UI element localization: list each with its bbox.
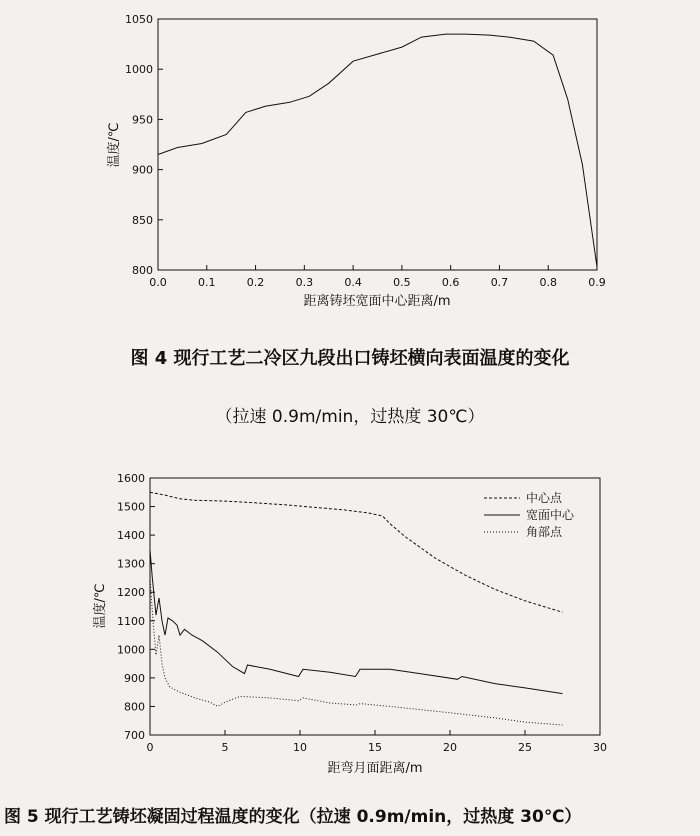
y-tick-label: 1300: [117, 557, 145, 571]
x-tick-label: 30: [593, 741, 607, 754]
y-tick-label: 950: [132, 113, 153, 127]
y-tick-label: 1000: [125, 63, 153, 77]
y-tick-label: 1500: [117, 500, 145, 514]
legend-label-corner-point: 角部点: [526, 525, 563, 539]
x-tick-label: 0.0: [149, 276, 167, 289]
figure4-y-ticks: [125, 13, 163, 277]
figure4-series: [158, 34, 597, 267]
figure5-x-ticks: [147, 730, 608, 754]
figure4-x-ticks: [149, 265, 606, 289]
figure5-x-axis-label: 距弯月面距离/m: [327, 761, 423, 776]
y-tick-label: 800: [132, 264, 153, 277]
x-tick-label: 0.7: [490, 276, 509, 289]
y-tick-label: 1100: [117, 614, 145, 628]
figure4-subcaption: （拉速 0.9m/min，过热度 30℃）: [215, 407, 485, 427]
x-tick-label: 0.4: [344, 276, 362, 289]
y-tick-label: 700: [124, 729, 145, 742]
x-tick-label: 0.5: [393, 276, 411, 289]
y-tick-label: 800: [124, 700, 145, 714]
figure5-y-axis-label: 温度/℃: [93, 583, 108, 629]
x-tick-label: 0.6: [441, 276, 460, 289]
x-tick-label: 20: [443, 741, 457, 754]
x-tick-label: 25: [518, 741, 532, 754]
figure5-caption: 图 5 现行工艺铸坯凝固过程温度的变化（拉速 0.9m/min，过热度 30℃）: [4, 807, 582, 827]
figure4-x-axis-label: 距离铸坯宽面中心距离/m: [303, 294, 451, 309]
x-tick-label: 15: [368, 741, 382, 754]
x-tick-label: 0.8: [539, 276, 557, 289]
figure4-chart: [0, 0, 700, 340]
figure5-series: [150, 492, 563, 725]
y-tick-label: 1200: [117, 586, 145, 600]
y-tick-label: 1050: [125, 13, 153, 26]
series-line-0: [158, 34, 597, 267]
legend-label-center-point: 中心点: [526, 491, 563, 505]
y-tick-label: 1000: [117, 643, 145, 657]
figure4-plot-frame: [158, 19, 597, 270]
series-line-1: [150, 549, 563, 693]
y-tick-label: 850: [132, 213, 153, 227]
x-tick-label: 0.1: [198, 276, 216, 289]
y-tick-label: 1600: [117, 472, 145, 485]
x-tick-label: 0.2: [246, 276, 265, 289]
figure4-caption: 图 4 现行工艺二冷区九段出口铸坯横向表面温度的变化: [130, 348, 570, 369]
y-tick-label: 900: [124, 671, 145, 685]
figure4-y-axis-label: 温度/℃: [107, 122, 122, 168]
y-tick-label: 900: [132, 163, 153, 177]
series-line-2: [150, 578, 563, 725]
x-tick-label: 0.9: [588, 276, 606, 289]
figure5-chart: [0, 440, 700, 800]
figure5-y-ticks: [117, 472, 155, 742]
figure5-legend: [484, 490, 575, 539]
series-line-0: [150, 492, 563, 612]
x-tick-label: 0: [146, 741, 154, 754]
legend-label-wide-face-center: 宽面中心: [526, 508, 575, 522]
x-tick-label: 0.3: [295, 276, 314, 289]
x-tick-label: 10: [293, 741, 307, 754]
x-tick-label: 5: [221, 741, 229, 754]
y-tick-label: 1400: [117, 529, 145, 543]
